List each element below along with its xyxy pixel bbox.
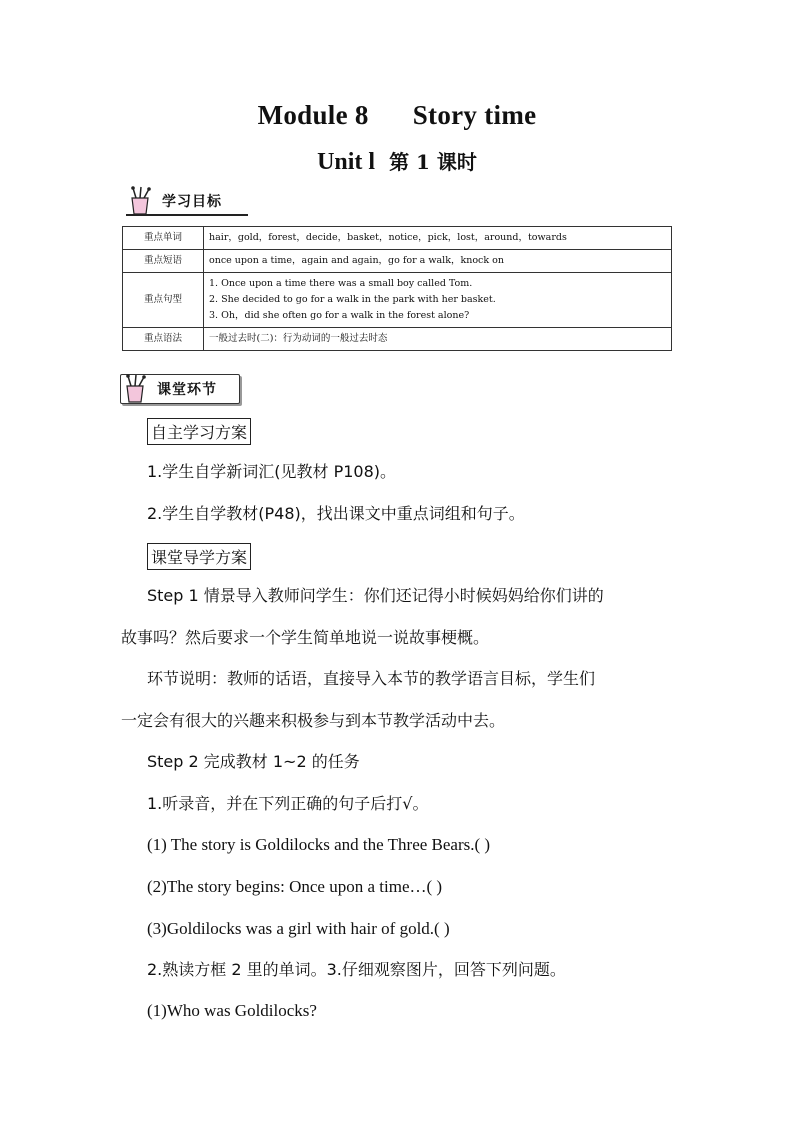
module-title	[0, 100, 794, 131]
badge-label: 课堂环节	[157, 382, 217, 398]
row-value	[204, 328, 672, 351]
row-key: 重点短语	[123, 250, 204, 273]
row-line: 3. Oh，did she often go for a walk in the forest alone?	[209, 310, 470, 321]
module-name: Story time	[412, 100, 537, 130]
note-line-1: 环节说明：教师的话语，直接导入本节的教学语言目标，学生们	[147, 669, 596, 688]
module-number: Module 8	[257, 100, 369, 130]
step1-line-1: Step 1 情景导入教师问学生：你们还记得小时候妈妈给你们讲的	[147, 586, 604, 605]
learning-goals-badge	[126, 188, 248, 216]
row-line: 2. She decided to go for a walk in the park with her basket.	[209, 294, 496, 305]
question-4: (1)Who was Goldilocks?	[147, 1001, 317, 1020]
self-study-item-1: 1.学生自学新词汇(见教材 P108)。	[147, 462, 397, 481]
note-line-2: 一定会有很大的兴趣来积极参与到本节教学活动中去。	[121, 711, 506, 730]
pencil-cup-icon	[126, 186, 160, 216]
badge-label: 学习目标	[162, 194, 222, 210]
row-key: 重点单词	[123, 227, 204, 250]
step2-heading: Step 2 完成教材 1~2 的任务	[147, 752, 360, 771]
table-row	[123, 328, 672, 351]
goals-table	[122, 226, 672, 351]
classroom-badge	[120, 374, 240, 404]
table-row	[123, 273, 672, 328]
question-1: (1) The story is Goldilocks and the Three Bears.( )	[147, 835, 491, 854]
row-value	[204, 227, 672, 250]
pencil-cup-icon	[121, 374, 155, 404]
row-value	[204, 250, 672, 273]
row-line: 1. Once upon a time there was a small boy called Tom.	[209, 278, 473, 289]
self-study-item-2: 2.学生自学教材(P48)，找出课文中重点词组和句子。	[147, 504, 525, 523]
row-key: 重点语法	[123, 328, 204, 351]
self-study-heading: 自主学习方案	[147, 418, 251, 445]
question-3: (3)Goldilocks was a girl with hair of gold.( )	[147, 919, 450, 938]
guided-study-heading: 课堂导学方案	[147, 543, 251, 570]
row-line: once upon a time，again and again，go for a walk，knock on	[209, 255, 504, 266]
table-row	[123, 227, 672, 250]
lesson-number: 第 1 课时	[389, 150, 477, 174]
step1-line-2: 故事吗？然后要求一个学生简单地说一说故事梗概。	[121, 628, 490, 647]
read-instruction: 2.熟读方框 2 里的单词。3.仔细观察图片，回答下列问题。	[147, 960, 566, 979]
listen-instruction: 1.听录音，并在下列正确的句子后打√。	[147, 794, 429, 813]
table-row	[123, 250, 672, 273]
row-value	[204, 273, 672, 328]
unit-title	[0, 146, 794, 176]
row-key: 重点句型	[123, 273, 204, 328]
question-2: (2)The story begins: Once upon a time…( )	[147, 877, 443, 896]
row-line: hair，gold，forest，decide，basket，notice，pick，lost，around，towards	[209, 232, 567, 243]
unit-number: Unit l	[317, 149, 376, 175]
row-line: 一般过去时(二)：行为动词的一般过去时态	[209, 333, 388, 344]
